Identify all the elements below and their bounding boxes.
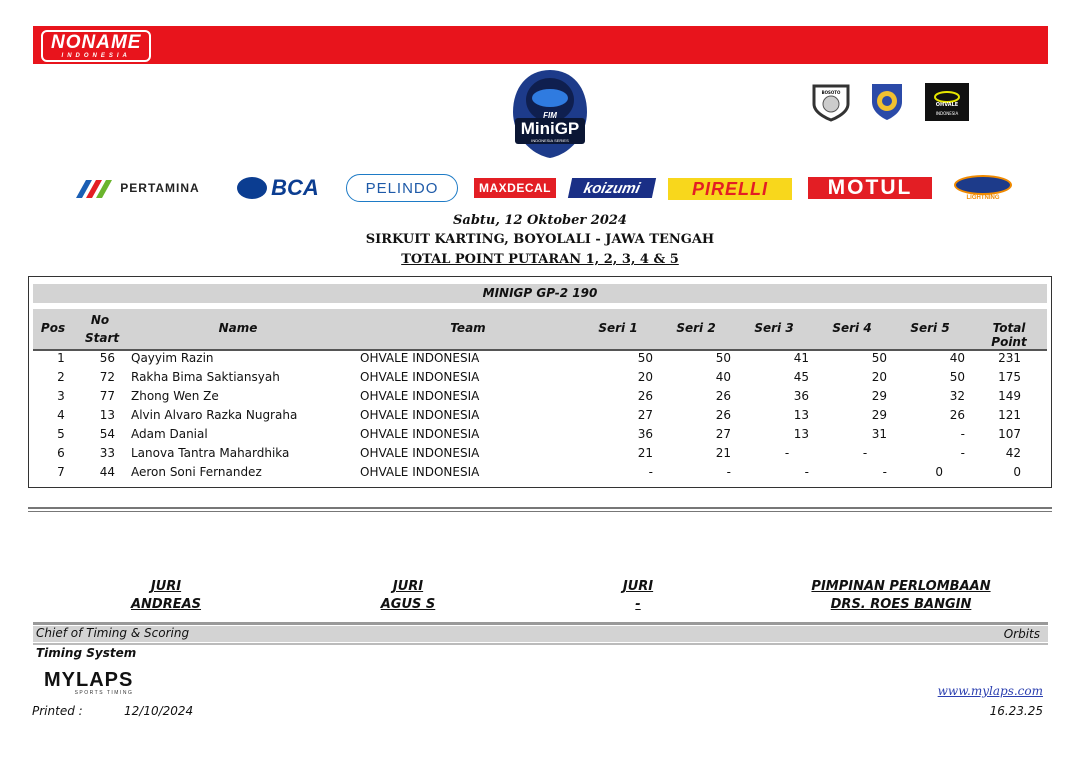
chief-timing-label: Chief of Timing & Scoring — [36, 626, 190, 640]
pelindo-logo: PELINDO — [346, 174, 458, 202]
noname-logo: NONAME INDONESIA — [41, 30, 151, 62]
header-bar — [33, 26, 1048, 64]
lightning-logo: LIGHTNING — [952, 174, 1014, 202]
col-no-start: No Start — [85, 313, 120, 345]
event-date: Sabtu, 12 Oktober 2024 — [453, 213, 627, 228]
col-seri2: Seri 2 — [676, 321, 716, 335]
printed-time: 16.23.25 — [989, 704, 1043, 718]
timing-system-label: Timing System — [36, 646, 137, 660]
table-row: 3 77 Zhong Wen Ze OHVALE INDONESIA 26 26 36 29 32 149 — [57, 389, 1021, 403]
col-seri4: Seri 4 — [832, 321, 872, 335]
divider-rule — [28, 507, 1052, 509]
signature-juri-3: JURI - — [622, 579, 654, 612]
col-seri3: Seri 3 — [754, 321, 794, 335]
signature-juri-1: JURI ANDREAS — [130, 579, 202, 612]
table-row: 7 44 Aeron Soni Fernandez OHVALE INDONESIA - - - - 0 0 — [57, 465, 1021, 479]
printed-date: 12/10/2024 — [124, 704, 194, 718]
table-row: 6 33 Lanova Tantra Mahardhika OHVALE INDONESIA 21 21 - - - 42 — [57, 446, 1021, 460]
table-row: 2 72 Rakha Bima Saktiansyah OHVALE INDONESIA 20 40 45 20 50 175 — [57, 370, 1021, 384]
bca-logo: BCA — [226, 174, 330, 202]
koizumi-logo: koizumi — [568, 178, 656, 198]
orbits-label: Orbits — [1003, 627, 1040, 641]
column-header-bar — [33, 309, 1047, 349]
event-title: TOTAL POINT PUTARAN 1, 2, 3, 4 & 5 — [401, 252, 679, 267]
col-seri1: Seri 1 — [598, 321, 638, 335]
event-venue: SIRKUIT KARTING, BOYOLALI - JAWA TENGAH — [365, 232, 715, 247]
signature-juri-2: JURI AGUS S — [380, 579, 436, 612]
footer-rule — [33, 643, 1048, 645]
motul-logo: MOTUL — [808, 177, 932, 199]
printed-label: Printed : — [32, 704, 83, 718]
signature-pimpinan: PIMPINAN PERLOMBAAN DRS. ROES BANGIN — [811, 579, 991, 612]
col-name: Name — [218, 321, 258, 335]
class-name: MINIGP GP-2 190 — [33, 284, 1047, 303]
maxdecal-logo: MAXDECAL — [474, 178, 556, 198]
footer-rule — [33, 622, 1048, 625]
col-pos: Pos — [40, 321, 66, 335]
table-row: 5 54 Adam Danial OHVALE INDONESIA 36 27 13 31 - 107 — [57, 427, 1021, 441]
col-total: Total Point — [991, 321, 1027, 349]
col-seri5: Seri 5 — [910, 321, 950, 335]
pertamina-logo: PERTAMINA — [66, 174, 208, 202]
mylaps-website-link[interactable]: www.mylaps.com — [937, 684, 1043, 698]
results-table — [28, 276, 1052, 488]
table-row: 1 56 Qayyim Razin OHVALE INDONESIA 50 50 41 50 40 231 — [57, 351, 1021, 365]
mylaps-logo: MYLAPS SPORTS TIMING — [44, 669, 134, 696]
divider-rule — [28, 511, 1052, 512]
table-row: 4 13 Alvin Alvaro Razka Nugraha OHVALE INDONESIA 27 26 13 29 26 121 — [57, 408, 1021, 422]
minigp-logo: FIM MiniGP INDONESIA SERIES — [505, 68, 595, 160]
col-team: Team — [450, 321, 486, 335]
pirelli-logo: PIRELLI — [668, 178, 792, 200]
imi-badge-logo — [864, 82, 910, 122]
motogp-badge-logo: BOSOTO — [808, 82, 854, 122]
ohvale-logo: OHVALE INDONESIA — [924, 82, 970, 122]
